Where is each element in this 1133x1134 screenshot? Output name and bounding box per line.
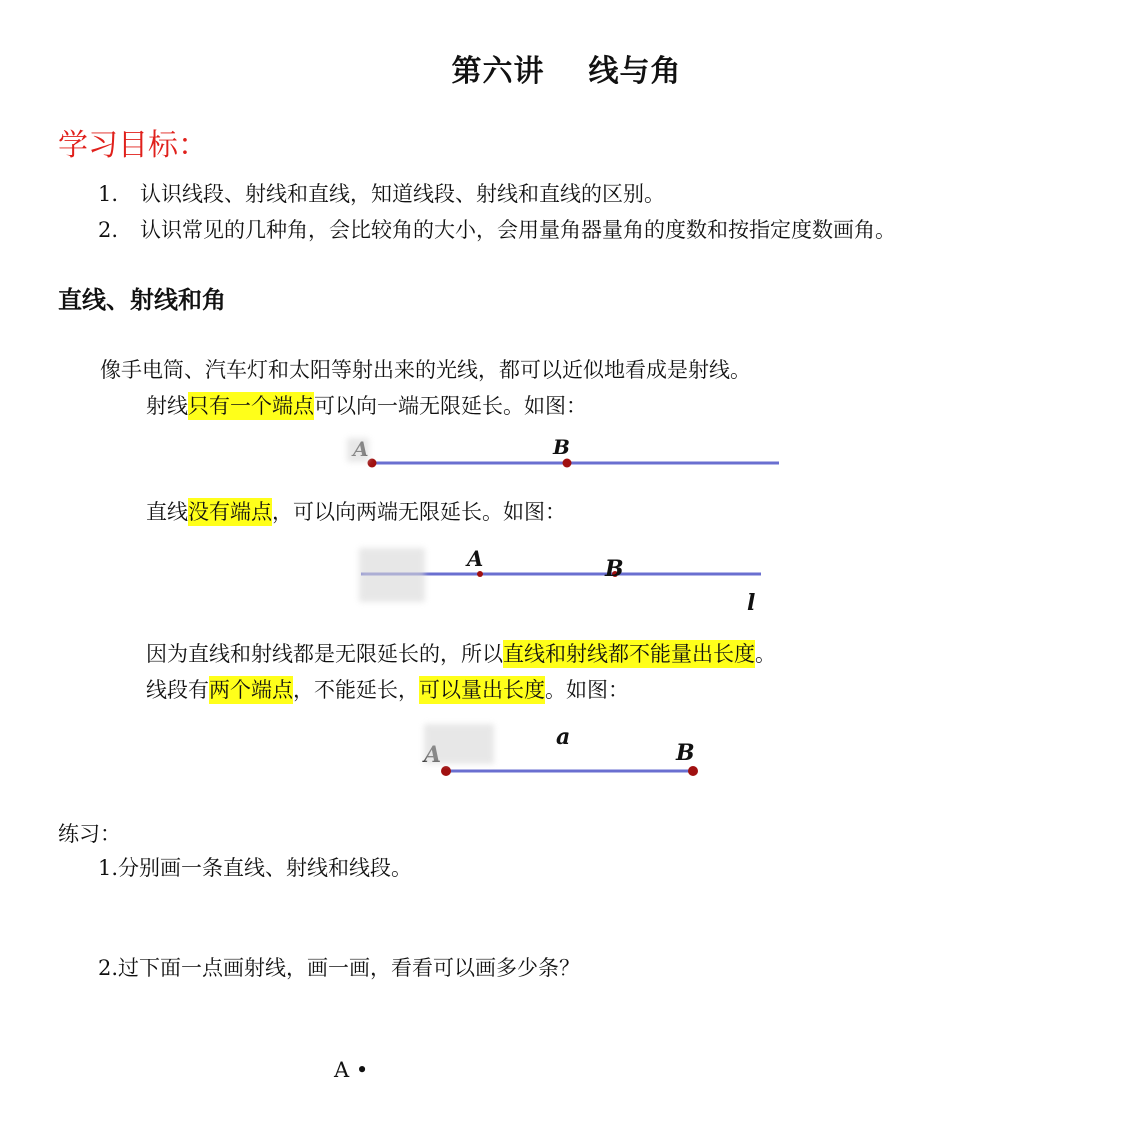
segment-def-text: ，不能延长，	[293, 678, 419, 702]
goal-number: 1.	[98, 182, 119, 206]
practice-question-2: 2.过下面一点画射线，画一画，看看可以画多少条？	[98, 956, 581, 980]
highlight: 可以量出长度	[419, 678, 545, 702]
segment-def-text: 线段有	[146, 678, 209, 702]
ray-def-text: 可以向一端无限延长。如图：	[314, 394, 587, 418]
goal-number: 2.	[98, 218, 119, 242]
segment-label-b: B	[676, 740, 695, 766]
segment-label-len: a	[556, 724, 571, 750]
point-a-label: A •	[334, 1058, 369, 1082]
ray-diagram	[345, 432, 785, 476]
line-def-text: ，可以向两端无限延长。如图：	[272, 500, 566, 524]
line-diagram	[355, 540, 775, 616]
goal-item	[98, 214, 896, 244]
line-label-a: A	[467, 546, 484, 571]
section-heading: 直线、射线和角	[58, 285, 226, 314]
line-label-b: B	[605, 556, 624, 582]
segment-point-b	[688, 766, 698, 776]
ray-def-text: 射线	[146, 394, 188, 418]
segment-point-a	[441, 766, 451, 776]
because-paragraph	[146, 638, 776, 668]
goal-item	[98, 178, 665, 208]
practice-question-1: 1.分别画一条直线、射线和线段。	[98, 856, 413, 880]
line-label-l: l	[747, 590, 756, 616]
ray-point-b	[563, 459, 572, 468]
intro-paragraph: 像手电筒、汽车灯和太阳等射出来的光线，都可以近似地看成是射线。	[100, 358, 751, 382]
highlight: 只有一个端点	[188, 394, 314, 418]
goals-heading: 学习目标：	[58, 128, 208, 163]
line-definition	[146, 496, 566, 526]
page-title	[0, 46, 1133, 90]
goal-text: 认识线段、射线和直线，知道线段、射线和直线的区别。	[140, 182, 665, 206]
title-topic: 线与角	[588, 54, 682, 89]
ray-label-b: B	[553, 435, 570, 459]
highlight: 直线和射线都不能量出长度	[503, 642, 755, 666]
highlight: 没有端点	[188, 500, 272, 524]
line-point-a	[477, 571, 483, 577]
line-def-text: 直线	[146, 500, 188, 524]
highlight: 两个端点	[209, 678, 293, 702]
goal-text: 认识常见的几种角，会比较角的大小，会用量角器量角的度数和按指定度数画角。	[140, 218, 896, 242]
segment-definition	[146, 674, 629, 704]
because-text: 。	[755, 642, 776, 666]
because-text: 因为直线和射线都是无限延长的，所以	[146, 642, 503, 666]
segment-diagram	[420, 720, 710, 784]
segment-def-text: 。如图：	[545, 678, 629, 702]
ray-definition	[146, 390, 587, 420]
title-lecture: 第六讲	[451, 54, 545, 89]
practice-heading: 练习：	[58, 822, 121, 846]
